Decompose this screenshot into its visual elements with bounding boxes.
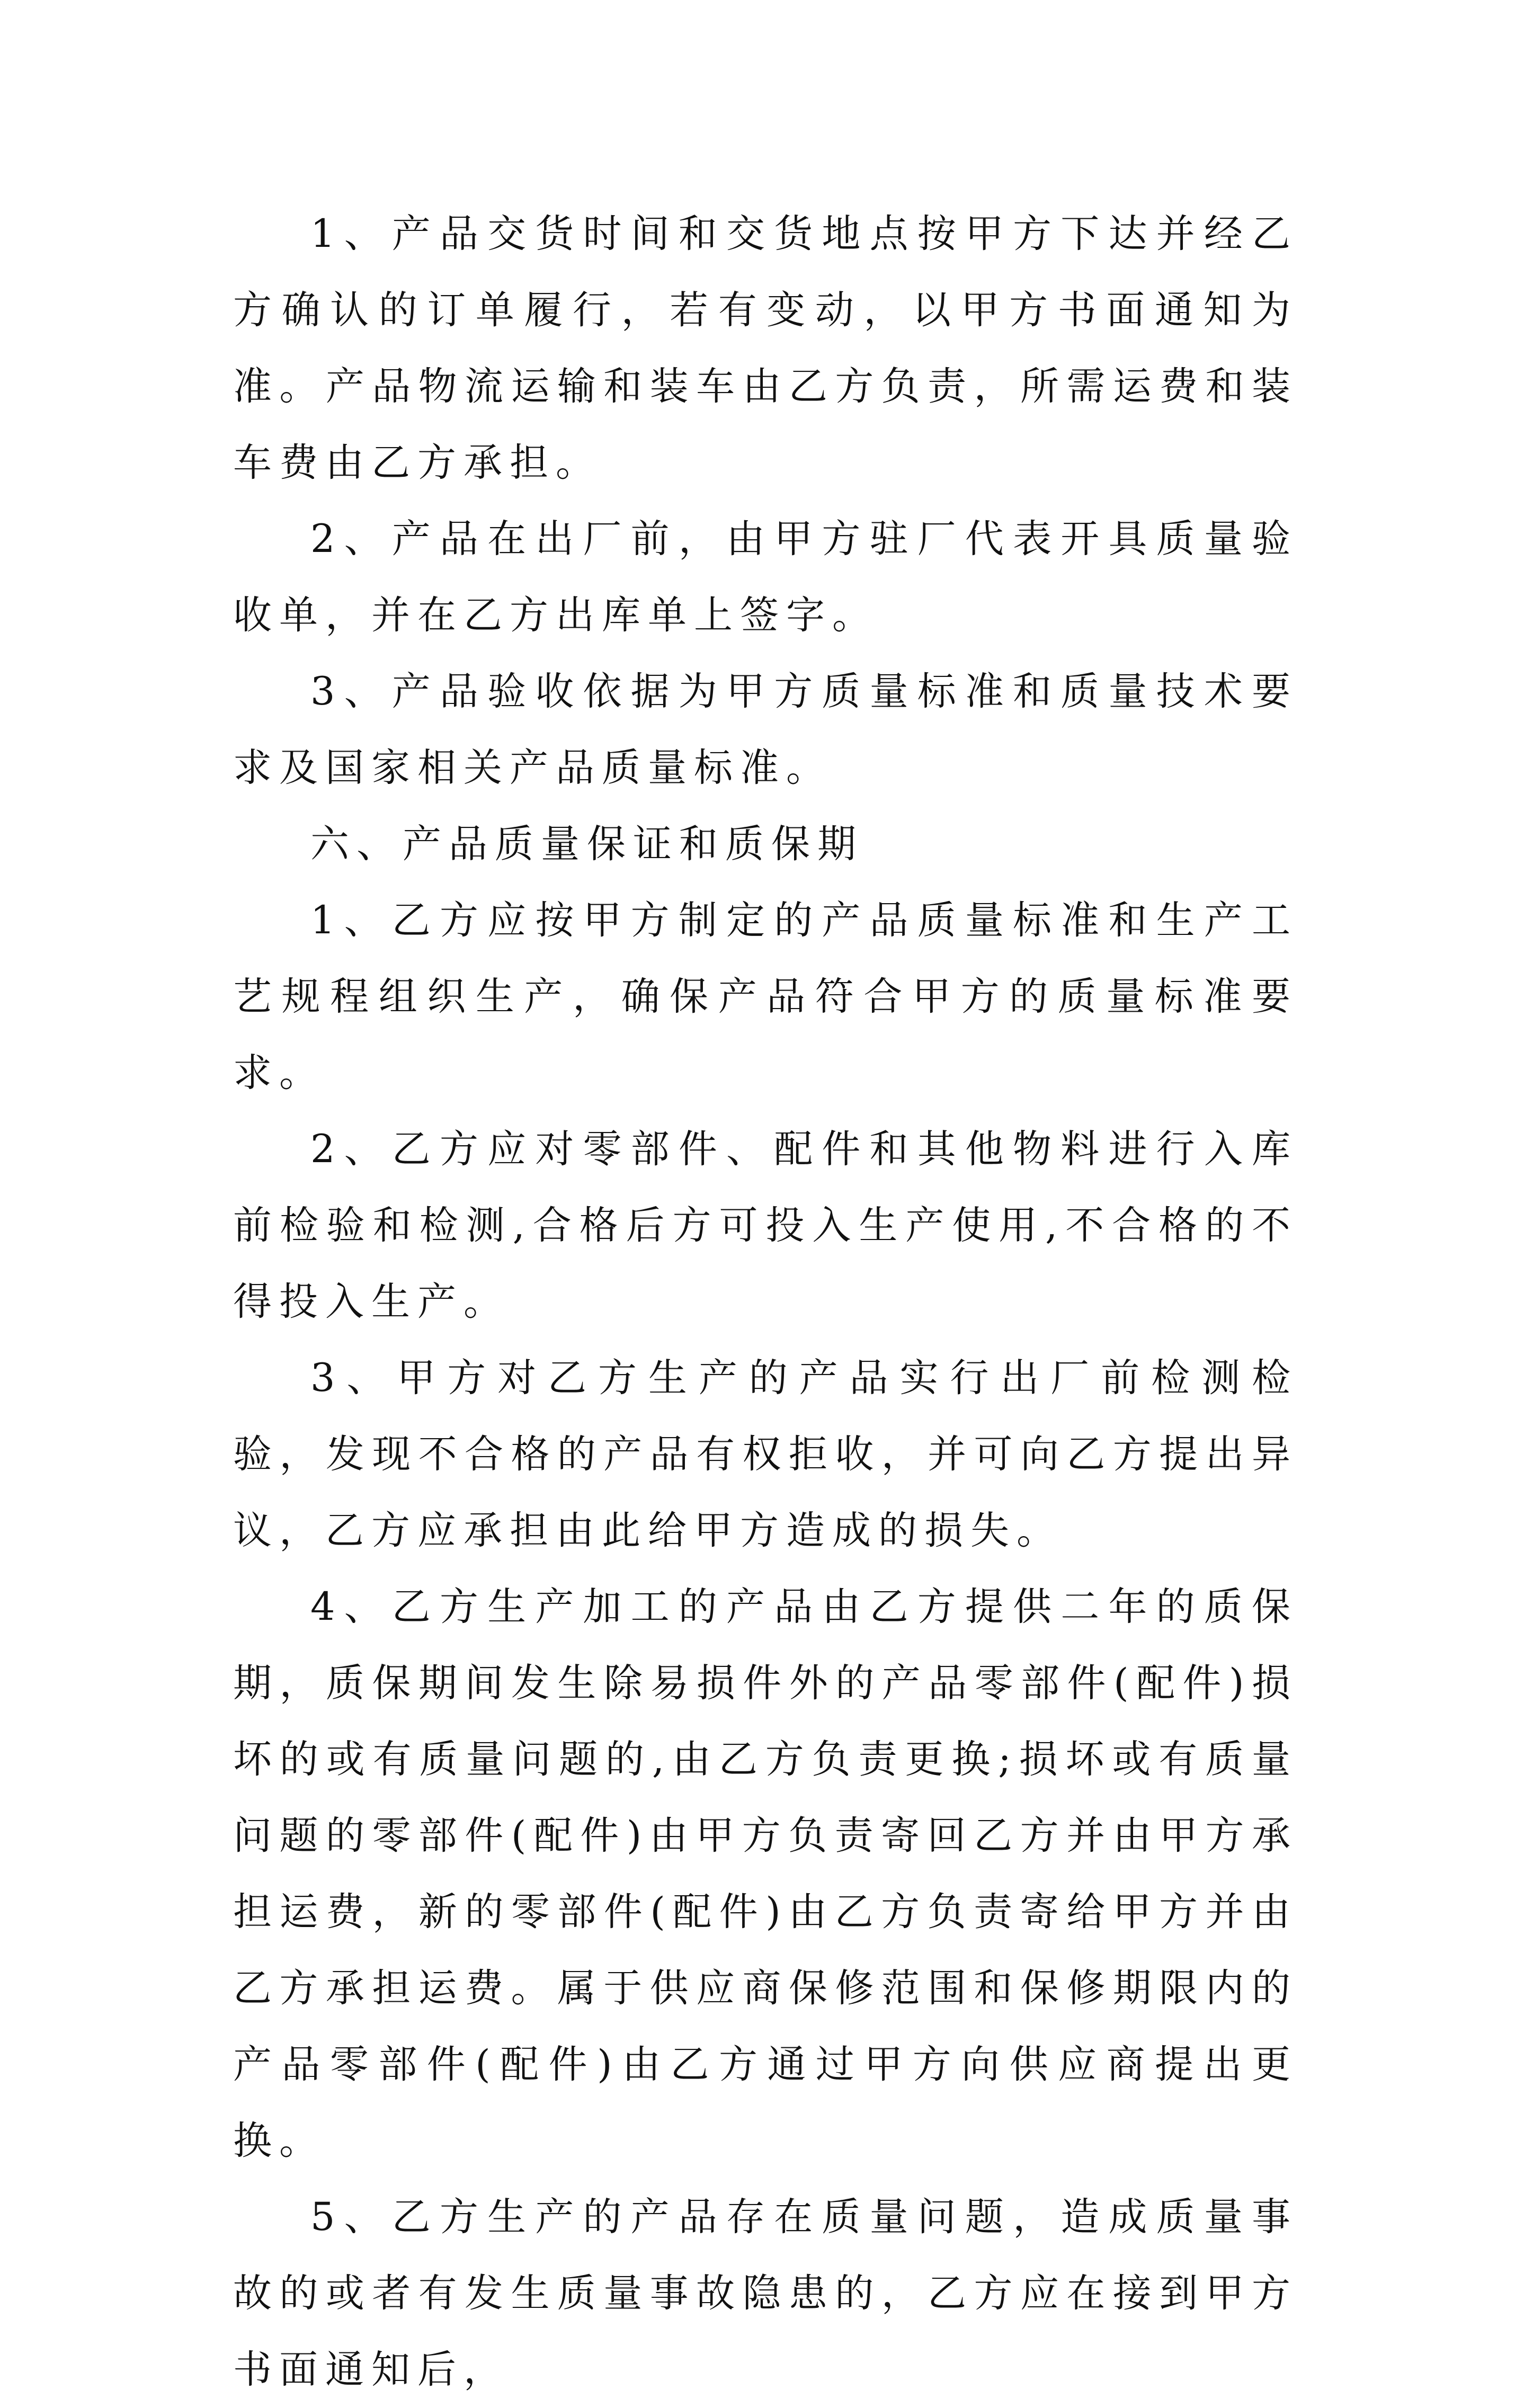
paragraph-acceptance-basis: 3、产品验收依据为甲方质量标准和质量技术要求及国家相关产品质量标准。 bbox=[233, 669, 1298, 790]
paragraph-factory-acceptance: 2、产品在出厂前，由甲方驻厂代表开具质量验收单，并在乙方出库单上签字。 bbox=[233, 516, 1298, 638]
section-heading-quality-warranty: 六、产品质量保证和质保期 bbox=[310, 822, 863, 867]
paragraph-warranty-period: 4、乙方生产加工的产品由乙方提供二年的质保期，质保期间发生除易损件外的产品零部件(配件)损坏的或有质量问题的,由乙方负责更换;损坏或有质量问题的零部件(配件)由甲方负责寄回乙方并由甲方承担运费，新的零部件(配件)由乙方负责寄给甲方并由乙方承担运费。属于供应商保修范围和保修期限内的产品零部件(配件)由乙方通过甲方向供应商提出更换。 bbox=[233, 1584, 1298, 2163]
paragraph-delivery-time: 1、产品交货时间和交货地点按甲方下达并经乙方确认的订单履行，若有变动，以甲方书面通知为准。产品物流运输和装车由乙方负责，所需运费和装车费由乙方承担。 bbox=[233, 211, 1298, 485]
paragraph-quality-incident: 5、乙方生产的产品存在质量问题，造成质量事故的或者有发生质量事故隐患的，乙方应在接到甲方书面通知后， bbox=[233, 2195, 1298, 2392]
paragraph-production-standards: 1、乙方应按甲方制定的产品质量标准和生产工艺规程组织生产，确保产品符合甲方的质量标准要求。 bbox=[233, 898, 1298, 1095]
paragraph-incoming-inspection: 2、乙方应对零部件、配件和其他物料进行入库前检验和检测,合格后方可投入生产使用,不合格的不得投入生产。 bbox=[233, 1127, 1298, 1324]
document-body bbox=[233, 196, 1298, 2408]
paragraph-outgoing-inspection: 3、甲方对乙方生产的产品实行出厂前检测检验，发现不合格的产品有权拒收，并可向乙方提出异议，乙方应承担由此给甲方造成的损失。 bbox=[233, 1355, 1298, 1553]
